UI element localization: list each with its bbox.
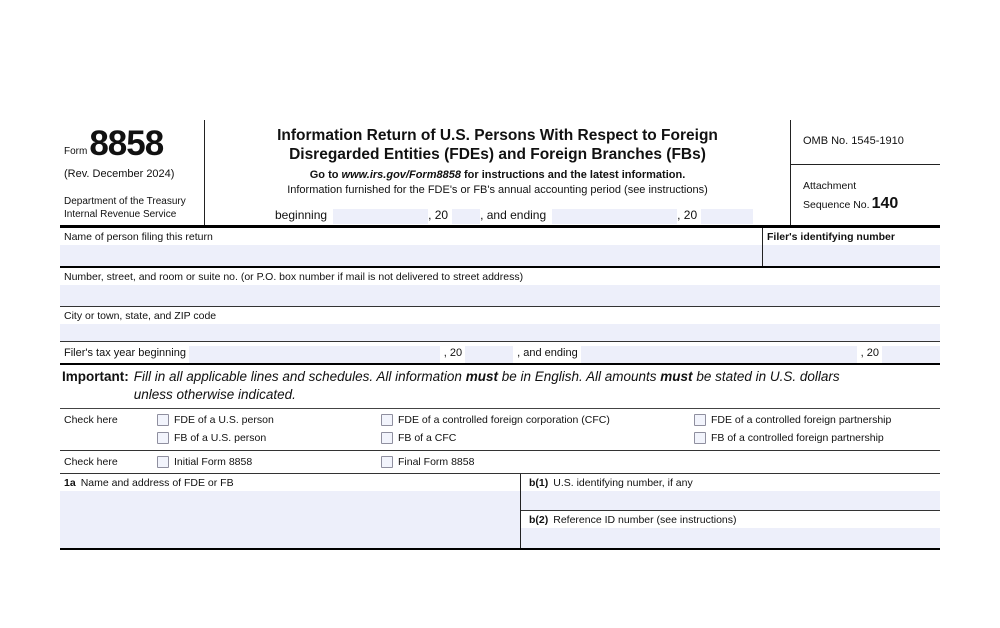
fde-name-address-cell (60, 474, 520, 548)
label-fde-cfc: FDE of a controlled foreign corporation (CFC) (398, 414, 610, 427)
attachment-block (791, 165, 940, 215)
form-title-line1: Information Return of U.S. Persons With Respect to Foreign (277, 127, 718, 144)
agency-block (64, 196, 198, 223)
important-label: Important: (62, 369, 129, 384)
filer-id-label: Filer's identifying number (767, 231, 895, 243)
period-comma20-a: , 20 (428, 208, 449, 222)
agency-line2: Internal Revenue Service (64, 208, 177, 220)
label-fb-us-person: FB of a U.S. person (174, 432, 267, 445)
entity-check-here-label: Check here (64, 414, 118, 427)
agency-line1: Department of the Treasury (64, 196, 186, 207)
checkbox-fde-us-person[interactable] (157, 414, 169, 426)
checkbox-fb-cfc[interactable] (381, 432, 393, 444)
line1a-number: 1a (64, 477, 76, 490)
period-comma20-b: , 20 (677, 208, 698, 222)
important-text (134, 368, 846, 404)
filer-name-row (60, 228, 940, 268)
checkbox-fde-cfp[interactable] (694, 414, 706, 426)
tax-year-beginning-field[interactable] (189, 346, 440, 363)
checkbox-fb-cfp[interactable] (694, 432, 706, 444)
status-check-here-label: Check here (64, 456, 118, 469)
line1b1-label: U.S. identifying number, if any (553, 477, 693, 490)
form-number: 8858 (89, 124, 164, 163)
period-year-b-field[interactable] (701, 209, 753, 224)
period-ending-field[interactable] (552, 209, 677, 224)
form-revision: (Rev. December 2024) (64, 168, 175, 180)
filer-id-field[interactable] (763, 245, 940, 266)
fde-name-address-field[interactable] (60, 491, 520, 548)
label-fde-cfp: FDE of a controlled foreign partnership (711, 414, 892, 427)
filer-name-label: Name of person filing this return (64, 231, 213, 243)
goto-prefix: Go to (309, 168, 342, 181)
line1a-label: Name and address of FDE or FB (80, 477, 234, 490)
label-final-form: Final Form 8858 (398, 456, 475, 469)
tax-year-and-ending-label: , and ending (517, 347, 578, 360)
form-title-block (205, 120, 790, 225)
label-fb-cfc: FB of a CFC (398, 432, 457, 445)
period-beginning-label: beginning (275, 208, 328, 222)
line1b1-number: b(1) (529, 477, 549, 490)
filer-name-field[interactable] (60, 245, 762, 266)
form-id-block (60, 120, 205, 225)
label-initial-form: Initial Form 8858 (174, 456, 253, 469)
form-title-line2: Disregarded Entities (FDEs) and Foreign Branches (FBs) (289, 145, 706, 163)
tax-year-year-a-field[interactable] (465, 346, 513, 363)
reference-id-number-field[interactable] (521, 528, 940, 548)
omb-attachment-block (790, 120, 940, 225)
filer-city-field[interactable] (60, 324, 940, 341)
period-year-a-field[interactable] (452, 209, 480, 224)
filer-city-row (60, 307, 940, 342)
form-word: Form (64, 146, 88, 157)
attachment-line1: Attachment (803, 180, 857, 192)
checkbox-initial-form[interactable] (157, 456, 169, 468)
period-beginning-field[interactable] (333, 209, 428, 224)
important-seg3: be stated in U.S. dollars unless otherwise indicated. (133, 369, 840, 403)
checkbox-final-form[interactable] (381, 456, 393, 468)
accounting-period-row (205, 206, 790, 225)
entity-type-check-section (60, 409, 940, 451)
important-note (60, 365, 940, 409)
important-seg1: Fill in all applicable lines and schedules. All information (133, 369, 466, 384)
omb-number: OMB No. 1545-1910 (791, 120, 940, 165)
filer-tax-year-row (60, 342, 940, 365)
tax-year-label: Filer's tax year beginning (64, 347, 186, 360)
label-fde-us-person: FDE of a U.S. person (174, 414, 274, 427)
checkbox-fb-us-person[interactable] (157, 432, 169, 444)
important-seg2: be in English. All amounts (497, 369, 661, 384)
important-must1: must (465, 369, 498, 384)
filer-street-row (60, 268, 940, 307)
identifying-numbers-cell (520, 474, 940, 548)
goto-line (205, 169, 790, 181)
label-fb-cfp: FB of a controlled foreign partnership (711, 432, 884, 445)
important-must2: must (660, 369, 693, 384)
tax-year-comma20-b: , 20 (860, 347, 879, 360)
filer-street-field[interactable] (60, 285, 940, 306)
form-status-check-section (60, 451, 940, 474)
attachment-number: 140 (871, 195, 899, 213)
tax-year-ending-field[interactable] (581, 346, 857, 363)
checkbox-fde-cfc[interactable] (381, 414, 393, 426)
irs-url: www.irs.gov/Form8858 (341, 168, 461, 181)
form-8858 (60, 120, 940, 550)
period-and-ending-label: , and ending (480, 208, 547, 222)
line1b2-number: b(2) (529, 514, 549, 527)
us-identifying-number-field[interactable] (521, 491, 940, 510)
attachment-line2: Sequence No. (803, 199, 870, 212)
furnished-line: Information furnished for the FDE's or FB's annual accounting period (see instructions) (287, 183, 708, 196)
filer-street-label: Number, street, and room or suite no. (or P.O. box number if mail is not delivered to street address) (64, 271, 524, 283)
goto-suffix: for instructions and the latest information. (460, 168, 686, 181)
filer-city-label: City or town, state, and ZIP code (64, 310, 217, 322)
tax-year-comma20-a: , 20 (443, 347, 463, 360)
form-header (60, 120, 940, 228)
tax-year-year-b-field[interactable] (882, 346, 940, 363)
line1b2-label: Reference ID number (see instructions) (553, 514, 737, 527)
line1-section (60, 474, 940, 550)
form-title (205, 127, 790, 165)
